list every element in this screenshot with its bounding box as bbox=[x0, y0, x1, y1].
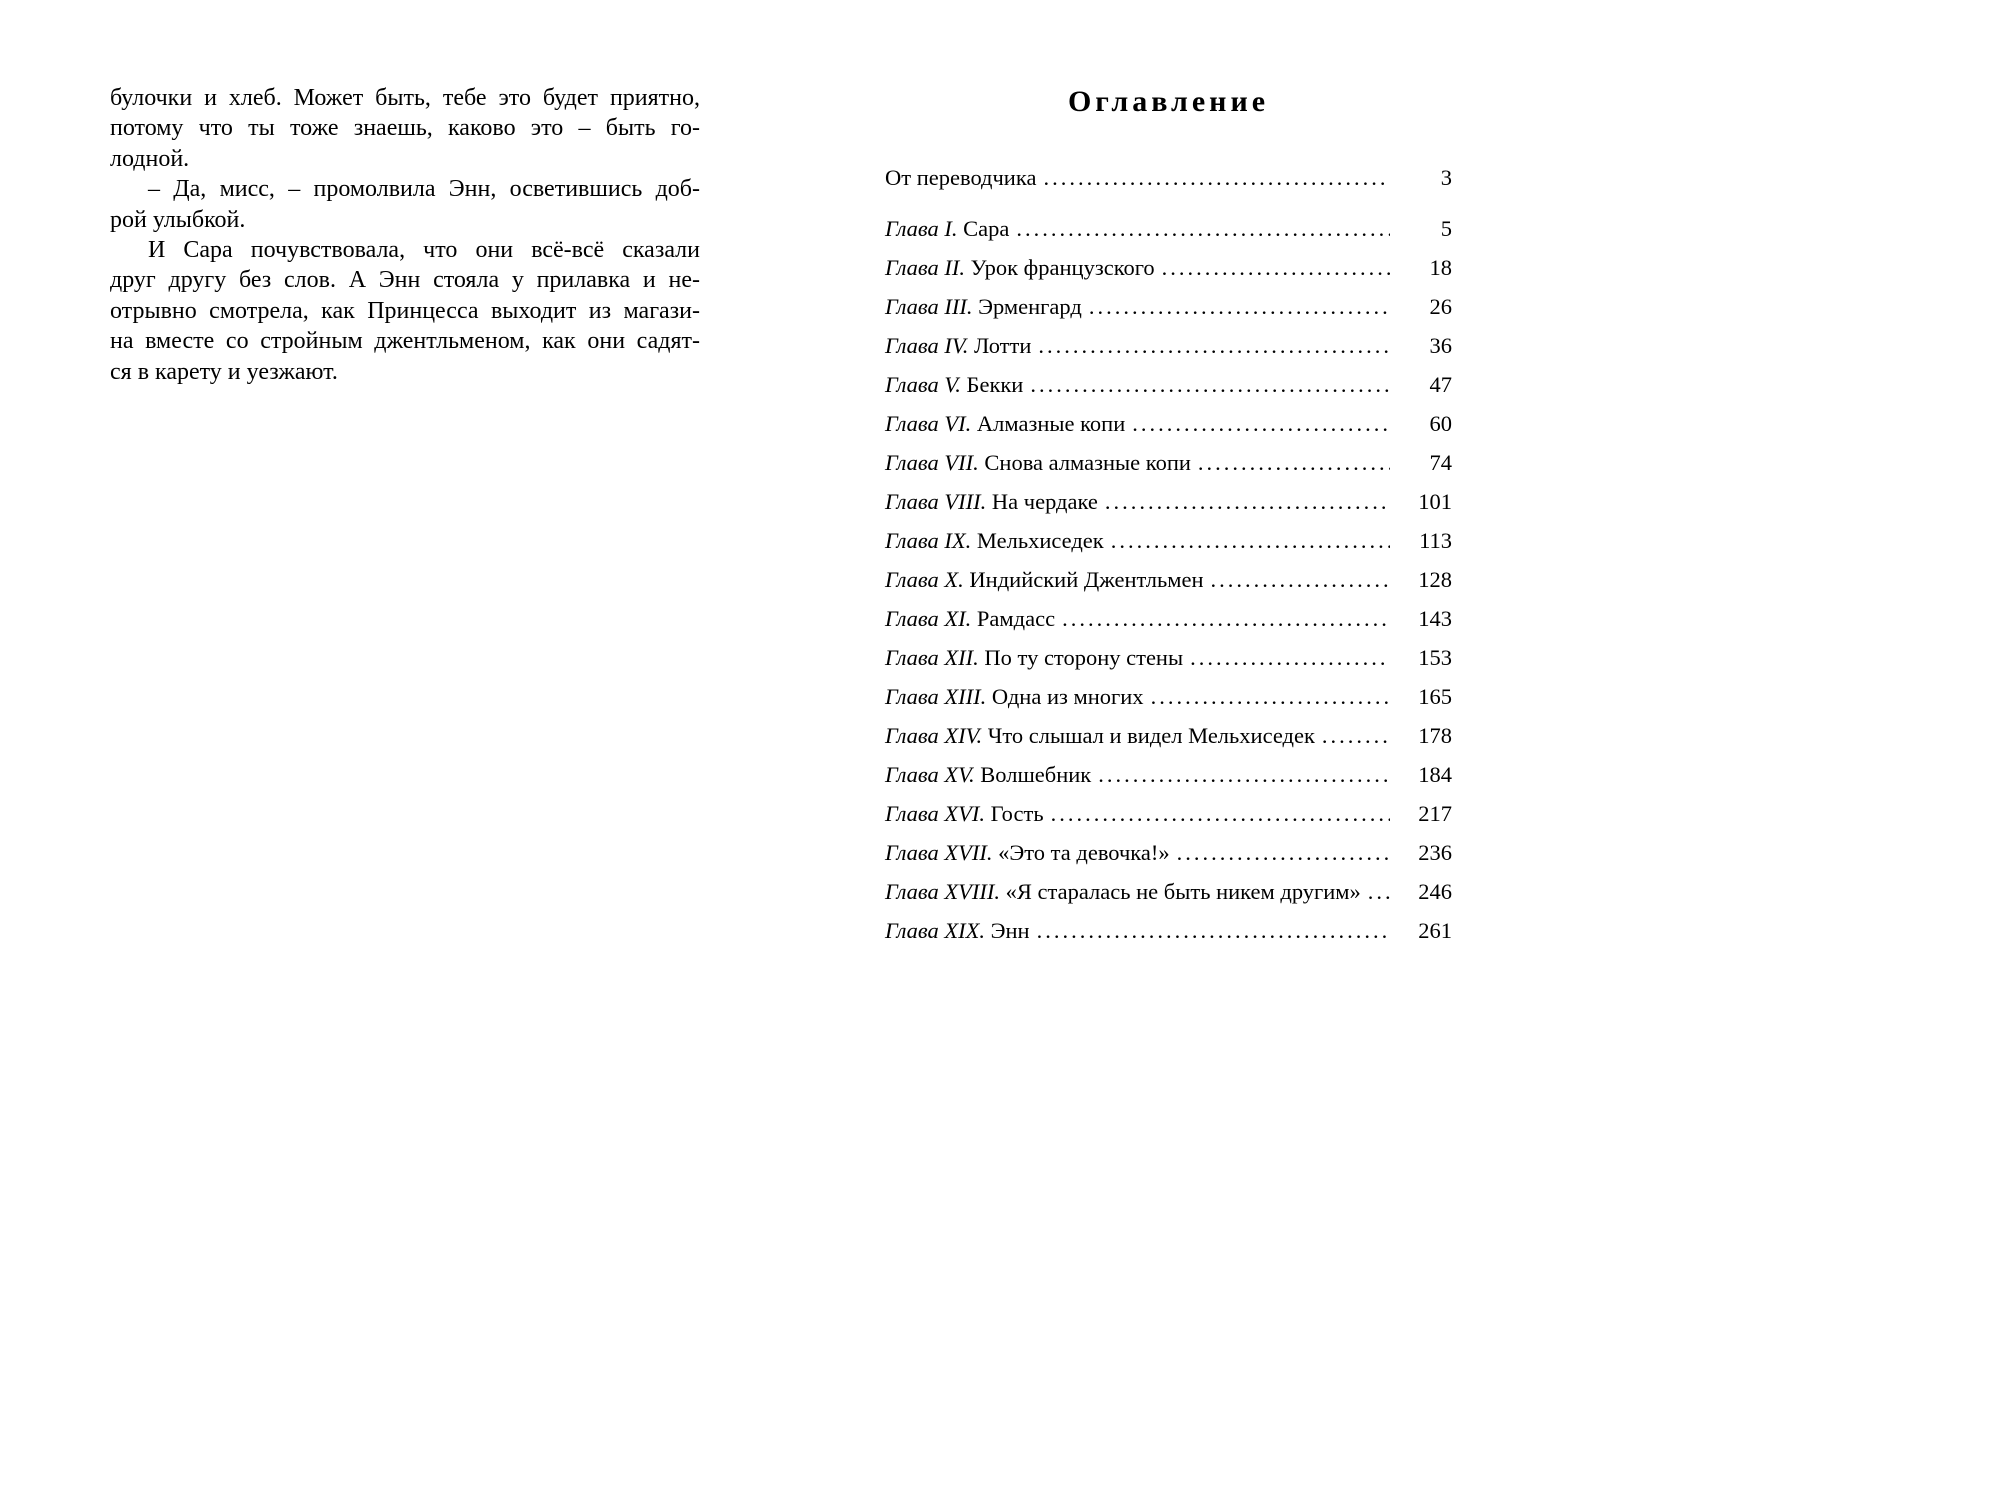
text-line: отрывно смотрела, как Принцесса выходит из магази- bbox=[110, 297, 700, 324]
toc-entry bbox=[885, 410, 1452, 436]
dot-leader bbox=[1030, 374, 1390, 397]
toc-entry bbox=[885, 917, 1452, 943]
toc-entry-label bbox=[885, 527, 1104, 553]
toc-entry bbox=[885, 566, 1452, 592]
toc-entry bbox=[885, 644, 1452, 670]
toc-entry-label bbox=[885, 410, 1126, 436]
left-page-text bbox=[110, 83, 700, 387]
chapter-title: По ту сторону стены bbox=[984, 644, 1184, 670]
page-number: 36 bbox=[1429, 332, 1452, 358]
chapter-title: Алмазные копи bbox=[976, 410, 1126, 436]
chapter-prefix: Глава XI. bbox=[885, 605, 977, 631]
dot-leader bbox=[1037, 920, 1390, 943]
dot-leader bbox=[1322, 725, 1390, 748]
text-line: на вместе со стройным джентльменом, как они садят- bbox=[110, 328, 700, 355]
toc-entry bbox=[885, 722, 1452, 748]
table-of-contents bbox=[885, 85, 1452, 959]
chapter-title: Индийский Джентльмен bbox=[969, 566, 1204, 592]
chapter-title: Эрменгард bbox=[978, 293, 1082, 319]
toc-entry-label bbox=[885, 605, 1056, 631]
text-line: потому что ты тоже знаешь, каково это – быть го- bbox=[110, 115, 700, 142]
toc-entry-label bbox=[885, 800, 1044, 826]
page-number: 236 bbox=[1418, 839, 1452, 865]
toc-entry-label bbox=[885, 167, 1036, 190]
chapter-prefix: Глава IX. bbox=[885, 527, 977, 553]
text-line: – Да, мисс, – промолвила Энн, осветившись доб- bbox=[148, 176, 700, 203]
page-number: 113 bbox=[1419, 527, 1452, 553]
text-line: друг другу без слов. А Энн стояла у прилавка и не- bbox=[110, 267, 700, 294]
page-number: 153 bbox=[1418, 644, 1452, 670]
chapter-title: Снова алмазные копи bbox=[984, 449, 1191, 475]
chapter-prefix: Глава XVII. bbox=[885, 839, 999, 865]
toc-entry-label bbox=[885, 761, 1092, 787]
toc-list bbox=[885, 167, 1452, 942]
chapter-title: Рамдасс bbox=[976, 605, 1056, 631]
toc-entry-label bbox=[885, 878, 1361, 904]
toc-entry-label bbox=[885, 449, 1191, 475]
dot-leader bbox=[1062, 608, 1390, 631]
toc-entry-label bbox=[885, 371, 1024, 397]
dot-leader bbox=[1151, 686, 1390, 709]
chapter-prefix: Глава XIV. bbox=[885, 722, 988, 748]
chapter-title: Бекки bbox=[966, 371, 1024, 397]
page-number: 143 bbox=[1418, 605, 1452, 631]
chapter-title: Что слышал и видел Мельхиседек bbox=[987, 722, 1315, 748]
text-line: рой улыбкой. bbox=[110, 206, 246, 233]
dot-leader bbox=[1211, 569, 1390, 592]
chapter-title: Урок французского bbox=[970, 254, 1155, 280]
page-number: 178 bbox=[1418, 722, 1452, 748]
page-number: 18 bbox=[1429, 254, 1452, 280]
page-number: 47 bbox=[1429, 371, 1452, 397]
page-number: 217 bbox=[1418, 800, 1452, 826]
toc-entry bbox=[885, 605, 1452, 631]
toc-entry bbox=[885, 683, 1452, 709]
chapter-title: Мельхиседек bbox=[976, 527, 1104, 553]
toc-entry-label bbox=[885, 722, 1315, 748]
page-number: 3 bbox=[1440, 165, 1452, 190]
toc-entry bbox=[885, 254, 1452, 280]
dot-leader bbox=[1198, 452, 1390, 475]
toc-entry-label bbox=[885, 839, 1170, 865]
dot-leader bbox=[1089, 296, 1390, 319]
toc-entry bbox=[885, 167, 1452, 190]
dot-leader bbox=[1043, 167, 1390, 190]
toc-entry bbox=[885, 878, 1452, 904]
page-number: 261 bbox=[1418, 917, 1452, 943]
toc-entry-label bbox=[885, 644, 1184, 670]
toc-entry-label bbox=[885, 683, 1144, 709]
page-number: 74 bbox=[1429, 449, 1452, 475]
page-number: 184 bbox=[1418, 761, 1452, 787]
chapter-title: Энн bbox=[990, 917, 1030, 943]
page-number: 246 bbox=[1418, 878, 1452, 904]
chapter-prefix: Глава XIX. bbox=[885, 917, 991, 943]
chapter-prefix: Глава X. bbox=[885, 566, 970, 592]
toc-entry bbox=[885, 293, 1452, 319]
chapter-prefix: Глава II. bbox=[885, 254, 971, 280]
toc-entry bbox=[885, 449, 1452, 475]
chapter-prefix: Глава XII. bbox=[885, 644, 985, 670]
page-number: 101 bbox=[1418, 488, 1452, 514]
chapter-title: На чердаке bbox=[991, 488, 1098, 514]
toc-entry bbox=[885, 839, 1452, 865]
page-number: 128 bbox=[1418, 566, 1452, 592]
dot-leader bbox=[1368, 881, 1390, 904]
toc-entry bbox=[885, 800, 1452, 826]
page-number: 26 bbox=[1429, 293, 1452, 319]
chapter-prefix: Глава III. bbox=[885, 293, 979, 319]
chapter-prefix: Глава VI. bbox=[885, 410, 977, 436]
toc-entry-label bbox=[885, 332, 1032, 358]
dot-leader bbox=[1162, 257, 1390, 280]
dot-leader bbox=[1051, 803, 1390, 826]
chapter-prefix: Глава IV. bbox=[885, 332, 975, 358]
chapter-prefix: Глава XVIII. bbox=[885, 878, 1006, 904]
chapter-title: Волшебник bbox=[980, 761, 1092, 787]
chapter-title: «Я старалась не быть никем другим» bbox=[1005, 878, 1361, 904]
chapter-title: Сара bbox=[963, 215, 1010, 241]
chapter-title: Лотти bbox=[974, 332, 1032, 358]
toc-entry bbox=[885, 371, 1452, 397]
chapter-prefix: Глава V. bbox=[885, 371, 967, 397]
toc-entry bbox=[885, 527, 1452, 553]
toc-entry bbox=[885, 215, 1452, 241]
chapter-title: От переводчика bbox=[885, 165, 1037, 190]
toc-entry-label bbox=[885, 293, 1082, 319]
chapter-prefix: Глава XIII. bbox=[885, 683, 992, 709]
dot-leader bbox=[1111, 530, 1390, 553]
dot-leader bbox=[1038, 335, 1390, 358]
text-line: лодной. bbox=[110, 145, 190, 172]
toc-entry-label bbox=[885, 917, 1030, 943]
dot-leader bbox=[1132, 413, 1390, 436]
dot-leader bbox=[1177, 842, 1390, 865]
toc-entry bbox=[885, 488, 1452, 514]
toc-entry-label bbox=[885, 254, 1155, 280]
dot-leader bbox=[1016, 218, 1390, 241]
text-line: ся в карету и уезжают. bbox=[110, 358, 338, 385]
chapter-title: «Это та девочка!» bbox=[998, 839, 1170, 865]
chapter-title: Одна из многих bbox=[991, 683, 1144, 709]
toc-entry-label bbox=[885, 566, 1204, 592]
chapter-prefix: Глава XV. bbox=[885, 761, 981, 787]
chapter-prefix: Глава XVI. bbox=[885, 800, 991, 826]
chapter-title: Гость bbox=[990, 800, 1044, 826]
chapter-prefix: Глава VIII. bbox=[885, 488, 992, 514]
chapter-prefix: Глава I. bbox=[885, 215, 964, 241]
text-line: булочки и хлеб. Может быть, тебе это будет приятно, bbox=[110, 85, 700, 111]
toc-entry bbox=[885, 761, 1452, 787]
toc-entry-label bbox=[885, 488, 1098, 514]
toc-entry-label bbox=[885, 215, 1010, 241]
dot-leader bbox=[1098, 764, 1390, 787]
dot-leader bbox=[1190, 647, 1390, 670]
page-number: 165 bbox=[1418, 683, 1452, 709]
page-number: 60 bbox=[1429, 410, 1452, 436]
dot-leader bbox=[1105, 491, 1390, 514]
page-number: 5 bbox=[1440, 215, 1452, 241]
toc-entry bbox=[885, 332, 1452, 358]
toc-title: Оглавление bbox=[1067, 85, 1270, 118]
chapter-prefix: Глава VII. bbox=[885, 449, 985, 475]
text-line: И Сара почувствовала, что они всё-всё сказали bbox=[148, 237, 700, 264]
